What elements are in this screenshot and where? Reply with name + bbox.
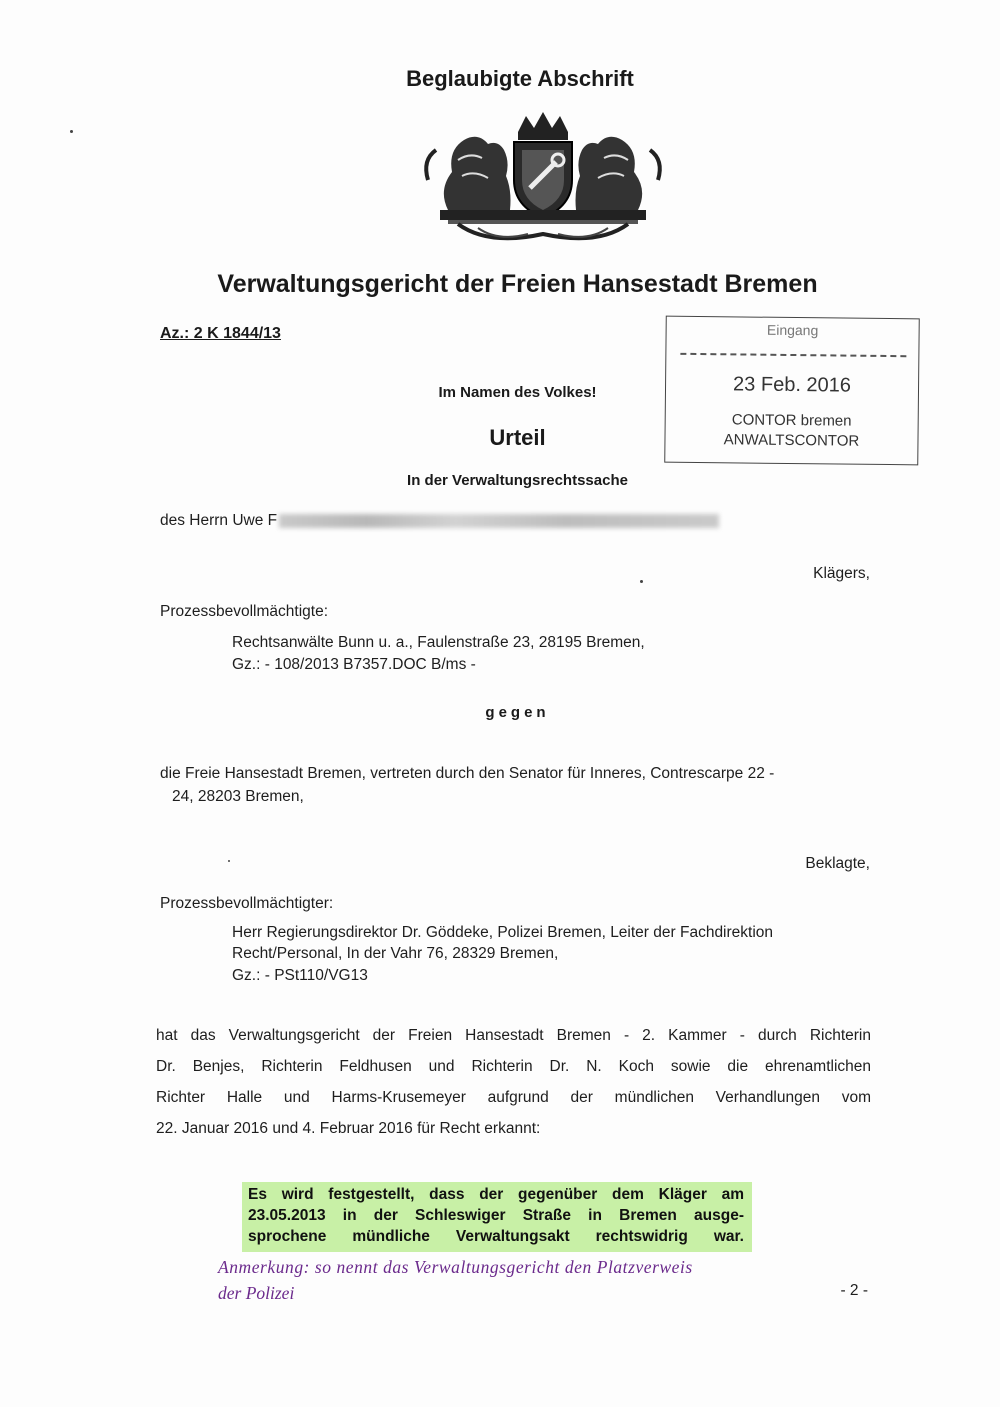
stamp-firm-line: ANWALTSCONTOR [723,431,860,450]
scan-speck [228,860,230,862]
judgment-paragraph [156,1020,871,1144]
stamp-office-line: CONTOR bremen [731,411,852,430]
stamp-divider [680,353,906,357]
scan-speck [70,130,73,133]
plaintiff-line [160,512,719,530]
defendant-counsel-reference: Gz.: - PSt110/VG13 [232,967,368,984]
defendant-counsel-label: Prozessbevollmächtigter: [160,895,334,912]
defendant-line: die Freie Hansestadt Bremen, vertreten durch den Senator für Inneres, Contrescarpe 22 - [160,765,775,782]
tenor-text [248,1184,744,1247]
court-name: Verwaltungsgericht der Freien Hansestadt Bremen [217,270,818,298]
annotation-line: Anmerkung: so nennt das Verwaltungsgericht den Platzverweis [218,1257,693,1277]
plaintiff-counsel-line: Rechtsanwälte Bunn u. a., Faulenstraße 23, 28195 Bremen, [232,634,645,651]
plaintiff-counsel-reference: Gz.: - 108/2013 B7357.DOC B/ms - [232,656,476,673]
paragraph-line: 22. Januar 2016 und 4. Februar 2016 für Recht erkannt: [156,1120,541,1137]
defendant-role: Beklagte, [805,855,870,872]
annotation-line: der Polizei [218,1283,295,1303]
document-header-title: Beglaubigte Abschrift [406,66,634,91]
stamp-label: Eingang [766,321,819,339]
im-namen-heading: Im Namen des Volkes! [438,384,597,401]
plaintiff-role: Klägers, [813,565,870,582]
gegen-heading: gegen [485,704,550,721]
plaintiff-counsel-label: Prozessbevollmächtigte: [160,603,328,620]
paragraph-line: Dr. Benjes, Richterin Feldhusen und Richterin Dr. N. Koch sowie die ehrenamtlichen [156,1058,871,1075]
tenor-line: sprochene mündliche Verwaltungsakt rechtswidrig war. [248,1228,744,1245]
urteil-heading: Urteil [489,425,546,450]
paragraph-line: hat das Verwaltungsgericht der Freien Hansestadt Bremen - 2. Kammer - durch Richterin [156,1027,871,1044]
tenor-line: Es wird festgestellt, dass der gegenüber dem Kläger am [248,1186,744,1203]
bremen-coat-of-arms-icon [418,110,668,250]
case-number: Az.: 2 K 1844/13 [160,325,281,342]
page-number: - 2 - [840,1282,868,1299]
scan-speck [640,580,643,583]
redacted-address [279,514,719,528]
tenor-line: 23.05.2013 in der Schleswiger Straße in Bremen ausge- [248,1207,744,1224]
plaintiff-name: des Herrn Uwe F [160,512,278,529]
annotation-note [218,1254,693,1306]
tenor-highlight-box [242,1182,752,1252]
stamp-date: 23 Feb. 2016 [733,373,852,397]
paragraph-line: Richter Halle und Harms-Krusemeyer aufgrund der mündlichen Verhandlungen vom [156,1089,871,1106]
rechtssache-heading: In der Verwaltungsrechtssache [407,472,628,489]
defendant-counsel-address: Recht/Personal, In der Vahr 76, 28329 Bremen, [232,945,559,962]
defendant-counsel-line: Herr Regierungsdirektor Dr. Göddeke, Polizei Bremen, Leiter der Fachdirektion [232,924,774,941]
defendant-line-continued: 24, 28203 Bremen, [172,788,304,805]
